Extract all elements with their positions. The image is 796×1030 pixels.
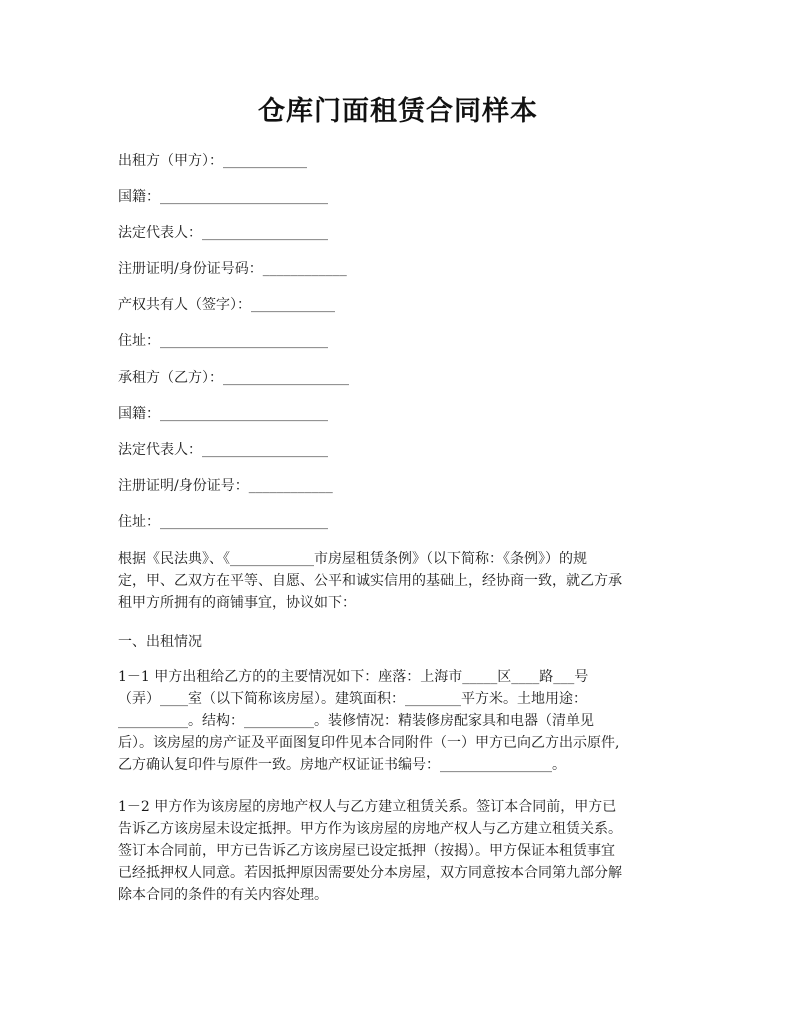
field-label: 法定代表人： xyxy=(118,442,202,458)
clause-1-2-paragraph xyxy=(118,796,686,906)
field-label: 承租方（乙方）： xyxy=(118,370,223,386)
field-blank: ________________________ xyxy=(160,189,328,205)
lessor-name-field xyxy=(118,150,307,172)
paragraph-line: 1－1 甲方出租给乙方的的主要情况如下：座落：上海市_____区____路___号 xyxy=(118,669,589,685)
co-owner-field xyxy=(118,294,335,316)
lessor-address-field xyxy=(118,330,328,352)
field-label: 法定代表人： xyxy=(118,225,202,241)
paragraph-line: 后）。该房屋的房产证及平面图复印件见本合同附件（一）甲方已向乙方出示原件, xyxy=(118,735,620,751)
field-blank: __________________ xyxy=(202,225,328,241)
field-blank: __________________ xyxy=(223,370,349,386)
lessee-id-field xyxy=(118,475,333,497)
field-label: 注册证明/身份证号码： xyxy=(118,261,263,277)
document-title: 仓库门面租赁合同样本 xyxy=(258,96,538,127)
paragraph-line: 乙方确认复印件与原件一致。房地产权证证书编号：________________。 xyxy=(118,757,566,773)
lessor-id-field xyxy=(118,258,347,280)
field-label: 出租方（甲方）： xyxy=(118,153,223,169)
paragraph-line: 1－2 甲方作为该房屋的房地产权人与乙方建立租赁关系。签订本合同前，甲方已 xyxy=(118,799,617,815)
paragraph-line: 已经抵押权人同意。若因抵押原因需要处分本房屋，双方同意按本合同第九部分解 xyxy=(118,865,622,881)
paragraph-line: 除本合同的条件的有关内容处理。 xyxy=(118,887,328,903)
paragraph-line: __________。结构：__________。装修情况：精装修房配家具和电器（清单见 xyxy=(118,713,594,729)
paragraph-line: 租甲方所拥有的商铺事宜，协议如下： xyxy=(118,595,356,611)
field-blank: ____________ xyxy=(248,478,333,494)
paragraph-line: （弄）____室（以下简称该房屋）。建筑面积：________平方米。土地用途： xyxy=(118,691,587,707)
preamble-paragraph xyxy=(118,548,686,614)
field-label: 住址： xyxy=(118,333,160,349)
field-blank: __________________ xyxy=(202,442,328,458)
paragraph-line: 告诉乙方该房屋未设定抵押。甲方作为该房屋的房地产权人与乙方建立租赁关系。 xyxy=(118,821,622,837)
field-label: 注册证明/身份证号： xyxy=(118,478,249,494)
paragraph-line: 定，甲、乙双方在平等、自愿、公平和诚实信用的基础上，经协商一致，就乙方承 xyxy=(118,573,622,589)
lessee-legal-rep-field xyxy=(118,439,328,461)
field-blank: ____________ xyxy=(223,153,307,169)
lessee-nationality-field xyxy=(118,403,328,425)
field-label: 国籍： xyxy=(118,406,160,422)
paragraph-line: 根据《民法典》、《____________市房屋租赁条例》（以下简称：《条例》）的规 xyxy=(118,551,587,567)
field-label: 住址： xyxy=(118,514,160,530)
lessee-name-field xyxy=(118,367,349,389)
field-blank: ____________ xyxy=(251,297,335,313)
clause-1-1-paragraph xyxy=(118,666,686,776)
field-label: 产权共有人（签字）： xyxy=(118,297,251,313)
lessee-address-field xyxy=(118,511,328,533)
lessor-legal-rep-field xyxy=(118,222,328,244)
field-blank: ________________________ xyxy=(160,406,328,422)
field-blank: ________________________ xyxy=(160,333,328,349)
field-label: 国籍： xyxy=(118,189,160,205)
field-blank: ____________ xyxy=(262,261,347,277)
lessor-nationality-field xyxy=(118,186,328,208)
field-blank: ________________________ xyxy=(160,514,328,530)
section-heading: 一、出租情况 xyxy=(118,634,202,650)
paragraph-line: 签订本合同前，甲方已告诉乙方该房屋已设定抵押（按揭）。甲方保证本租赁事宜 xyxy=(118,843,615,859)
